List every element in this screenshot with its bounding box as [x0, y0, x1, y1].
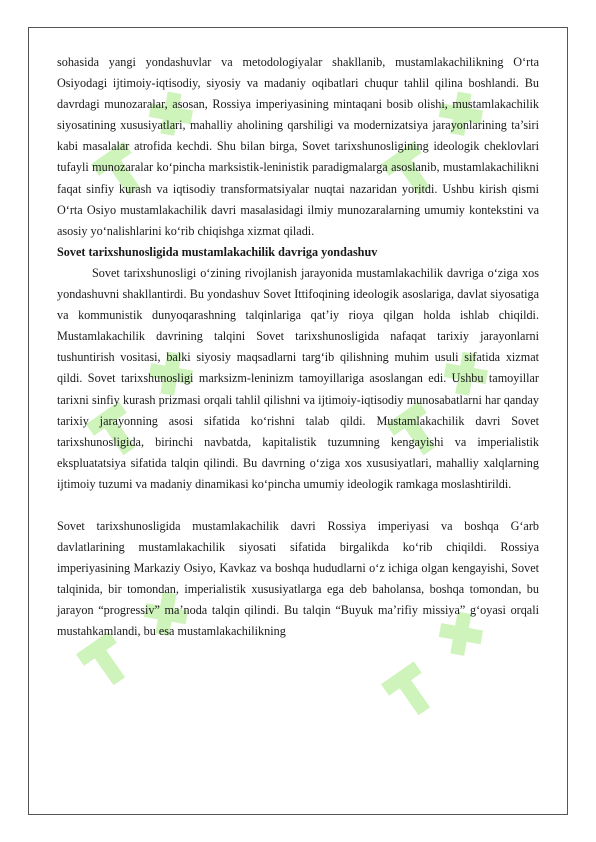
- section-heading: Sovet tarixshunosligida mustamlakachilik davriga yondashuv: [57, 244, 378, 259]
- paragraph-spacer: [57, 495, 539, 516]
- paragraph-soviet-approach: Sovet tarixshunosligi o‘zining rivojlanish jarayonida mustamlakachilik davriga o‘ziga xos yondashuvni shakllantirdi. Bu yondashuv Sovet Ittifoqining ideologik asoslariga, davlat siyosatiga va kommunistik dunyoqarashning talqinlariga qat’iy rioya qilgan holda ishlab chiqildi. Mustamlakachilik davrining talqini Sovet tarixshunosligida nafaqat tarixiy jarayonlarni tushuntirish vositasi, balki siyosiy maqsadlarni targ‘ib qilishning muhim usuli sifatida xizmat qildi. Sovet tarixshunosligi marksizm-leninizm tamoyillariga asoslangan edi. Ushbu tamoyillar tarixni sinfiy kurash prizmasi orqali tahlil qilishni va ijtimoiy-iqtisodiy munosabatlarni har qanday tarixiy jarayonning asosi sifatida ko‘rishni talab qildi. Mustamlakachilik davri Sovet tarixshunosligida, birinchi navbatda, kapitalistik tuzumning kengayishi va imperialistik ekspluatatsiya sifatida talqin qilindi. Bu davrning o‘ziga xos xususiyatlari, mahalliy xalqlarning ijtimoiy tuzumi va madaniy dinamikasi ko‘pincha umumiy ideologik ramkaga moslashtirildi.: [57, 265, 539, 491]
- document-body: [57, 52, 539, 643]
- paragraph-intro: sohasida yangi yondashuvlar va metodologiyalar shakllanib, mustamlakachilikning O‘rta Osiyodagi ijtimoiy-iqtisodiy, siyosiy va madaniy oqibatlari chuqur tahlil qilina boshlandi. Bu davrdagi munozaralar, asosan, Rossiya imperiyasining mintaqani bosib olishi, mustamlakachilik siyosatining xususiyatlari, mahalliy aholining qarshiligi va modernizatsiya jarayonlarining ta’siri kabi masalalar atrofida kechdi. Shu bilan birga, Sovet tarixshunosligining ideologik cheklovlari tufayli munozaralar ko‘pincha marksistik-leninistik paradigmalarga asoslanib, mustamlakachilikni faqat sinfiy kurash va iqtisodiy transformatsiyalar nuqtai nazaridan yoritdi. Ushbu kirish qismi O‘rta Osiyo mustamlakachilik davri masalasidagi ilmiy munozaralarning umumiy kontekstini va asosiy yo‘nalishlarini ko‘rib chiqishga xizmat qiladi.: [57, 55, 539, 238]
- paragraph-russian-empire: Sovet tarixshunosligida mustamlakachilik davri Rossiya imperiyasi va boshqa G‘arb davlatlarining mustamlakachilik siyosati sifatida birgalikda ko‘rib chiqildi. Rossiya imperiyasining Markaziy Osiyo, Kavkaz va boshqa hududlarni o‘z ichiga olgan kengayishi, Sovet talqinida, bir tomondan, imperialistik xususiyatlarga ega deb baholansa, boshqa tomondan, bu jarayon “progressiv” ma’noda talqin qilindi. Bu talqin “Buyuk ma’rifiy missiya” g‘oyasi orqali mustahkamlandi, bu esa mustamlakachilikning: [57, 518, 539, 639]
